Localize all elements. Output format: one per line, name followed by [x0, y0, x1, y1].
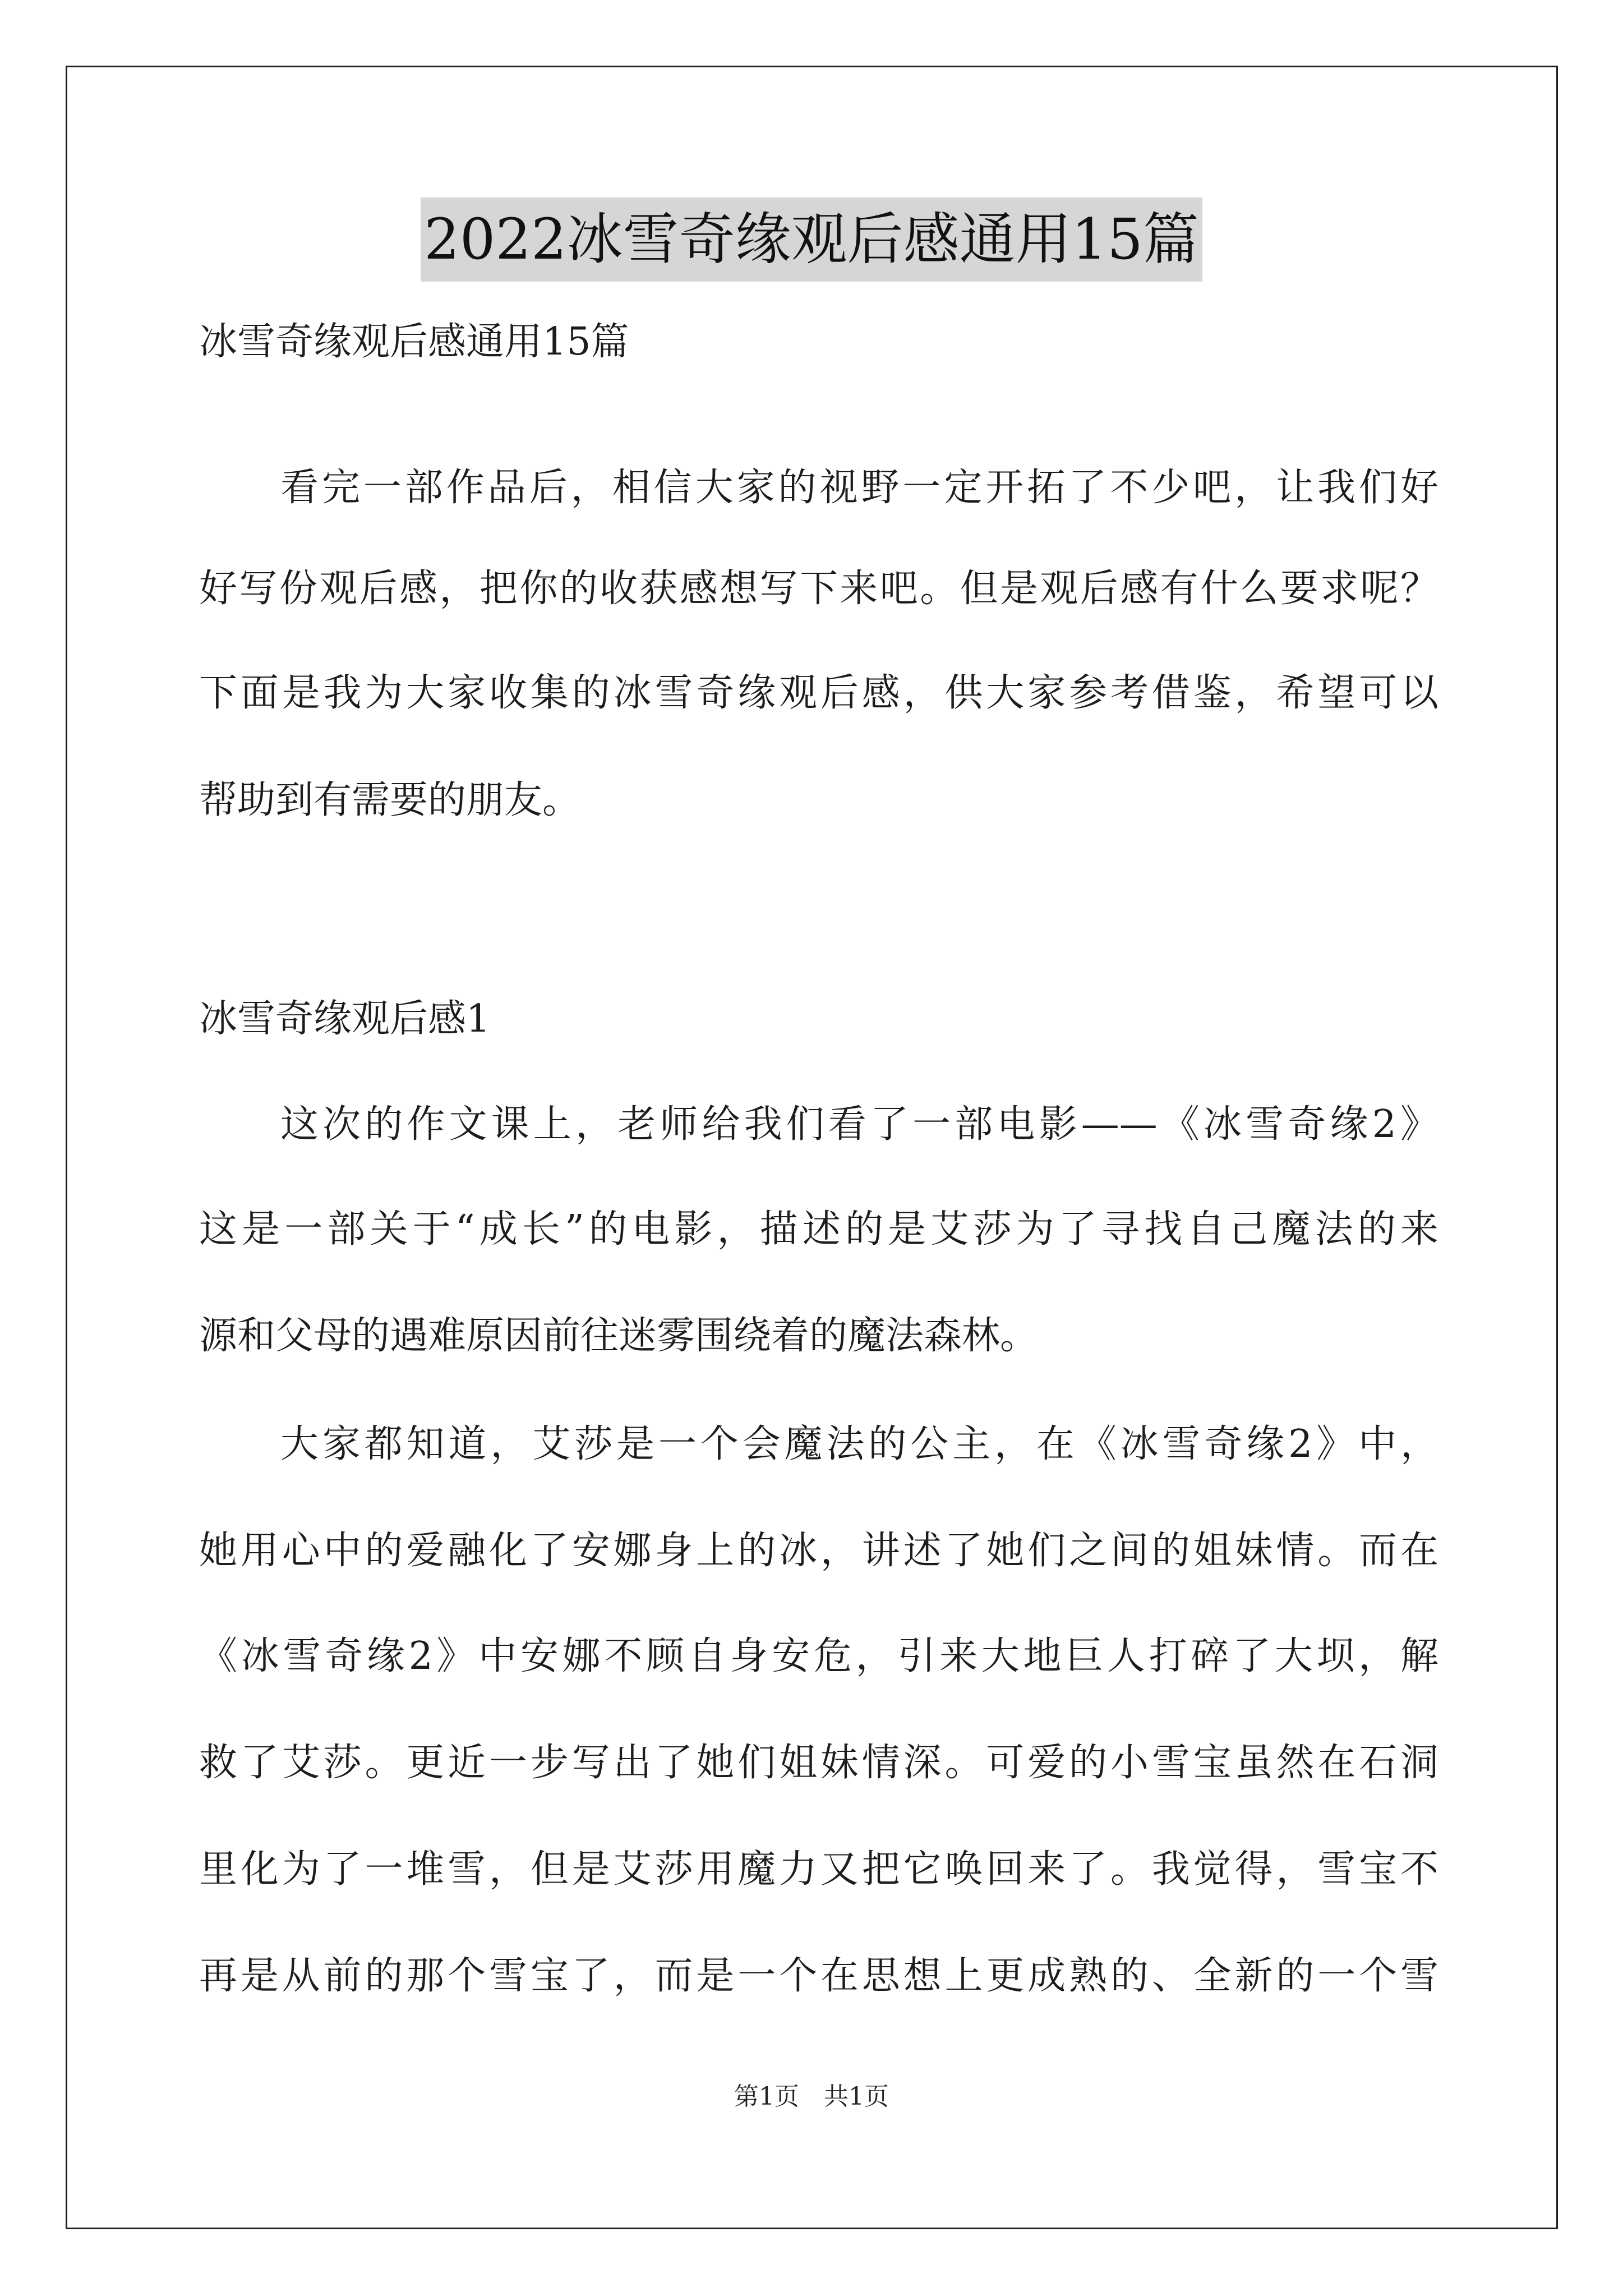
- paragraph-line: 她用心中的爱融化了安娜身上的冰，讲述了她们之间的姐妹情。而在: [199, 1529, 1438, 1573]
- paragraph-line: 这是一部关于“成长”的电影，描述的是艾莎为了寻找自己魔法的来: [199, 1207, 1438, 1251]
- page-number: 第1页 共1页: [734, 2082, 889, 2111]
- intro-line: 帮助到有需要的朋友。: [199, 778, 581, 822]
- title-container: [0, 197, 1623, 282]
- intro-line: 下面是我为大家收集的冰雪奇缘观后感，供大家参考借鉴，希望可以: [199, 671, 1438, 715]
- intro-line: 看完一部作品后，相信大家的视野一定开拓了不少吧，让我们好: [280, 466, 1438, 510]
- paragraph-line: 再是从前的那个雪宝了，而是一个在思想上更成熟的、全新的一个雪: [199, 1954, 1438, 1998]
- document-title: 2022冰雪奇缘观后感通用15篇: [421, 197, 1202, 282]
- intro-line: 好写份观后感，把你的收获感想写下来吧。但是观后感有什么要求呢？: [199, 567, 1438, 611]
- document-subtitle: 冰雪奇缘观后感通用15篇: [199, 320, 629, 364]
- paragraph-line: 《冰雪奇缘2》中安娜不顾自身安危，引来大地巨人打碎了大坝，解: [199, 1634, 1438, 1678]
- paragraph-line: 这次的作文课上，老师给我们看了一部电影——《冰雪奇缘2》: [280, 1102, 1438, 1147]
- section-heading: 冰雪奇缘观后感1: [199, 997, 491, 1041]
- paragraph-line: 源和父母的遇难原因前往迷雾围绕着的魔法森林。: [199, 1314, 1039, 1358]
- paragraph-line: 大家都知道，艾莎是一个会魔法的公主，在《冰雪奇缘2》中，: [280, 1422, 1438, 1466]
- paragraph-line: 救了艾莎。更近一步写出了她们姐妹情深。可爱的小雪宝虽然在石洞: [199, 1741, 1438, 1785]
- paragraph-line: 里化为了一堆雪，但是艾莎用魔力又把它唤回来了。我觉得，雪宝不: [199, 1847, 1438, 1892]
